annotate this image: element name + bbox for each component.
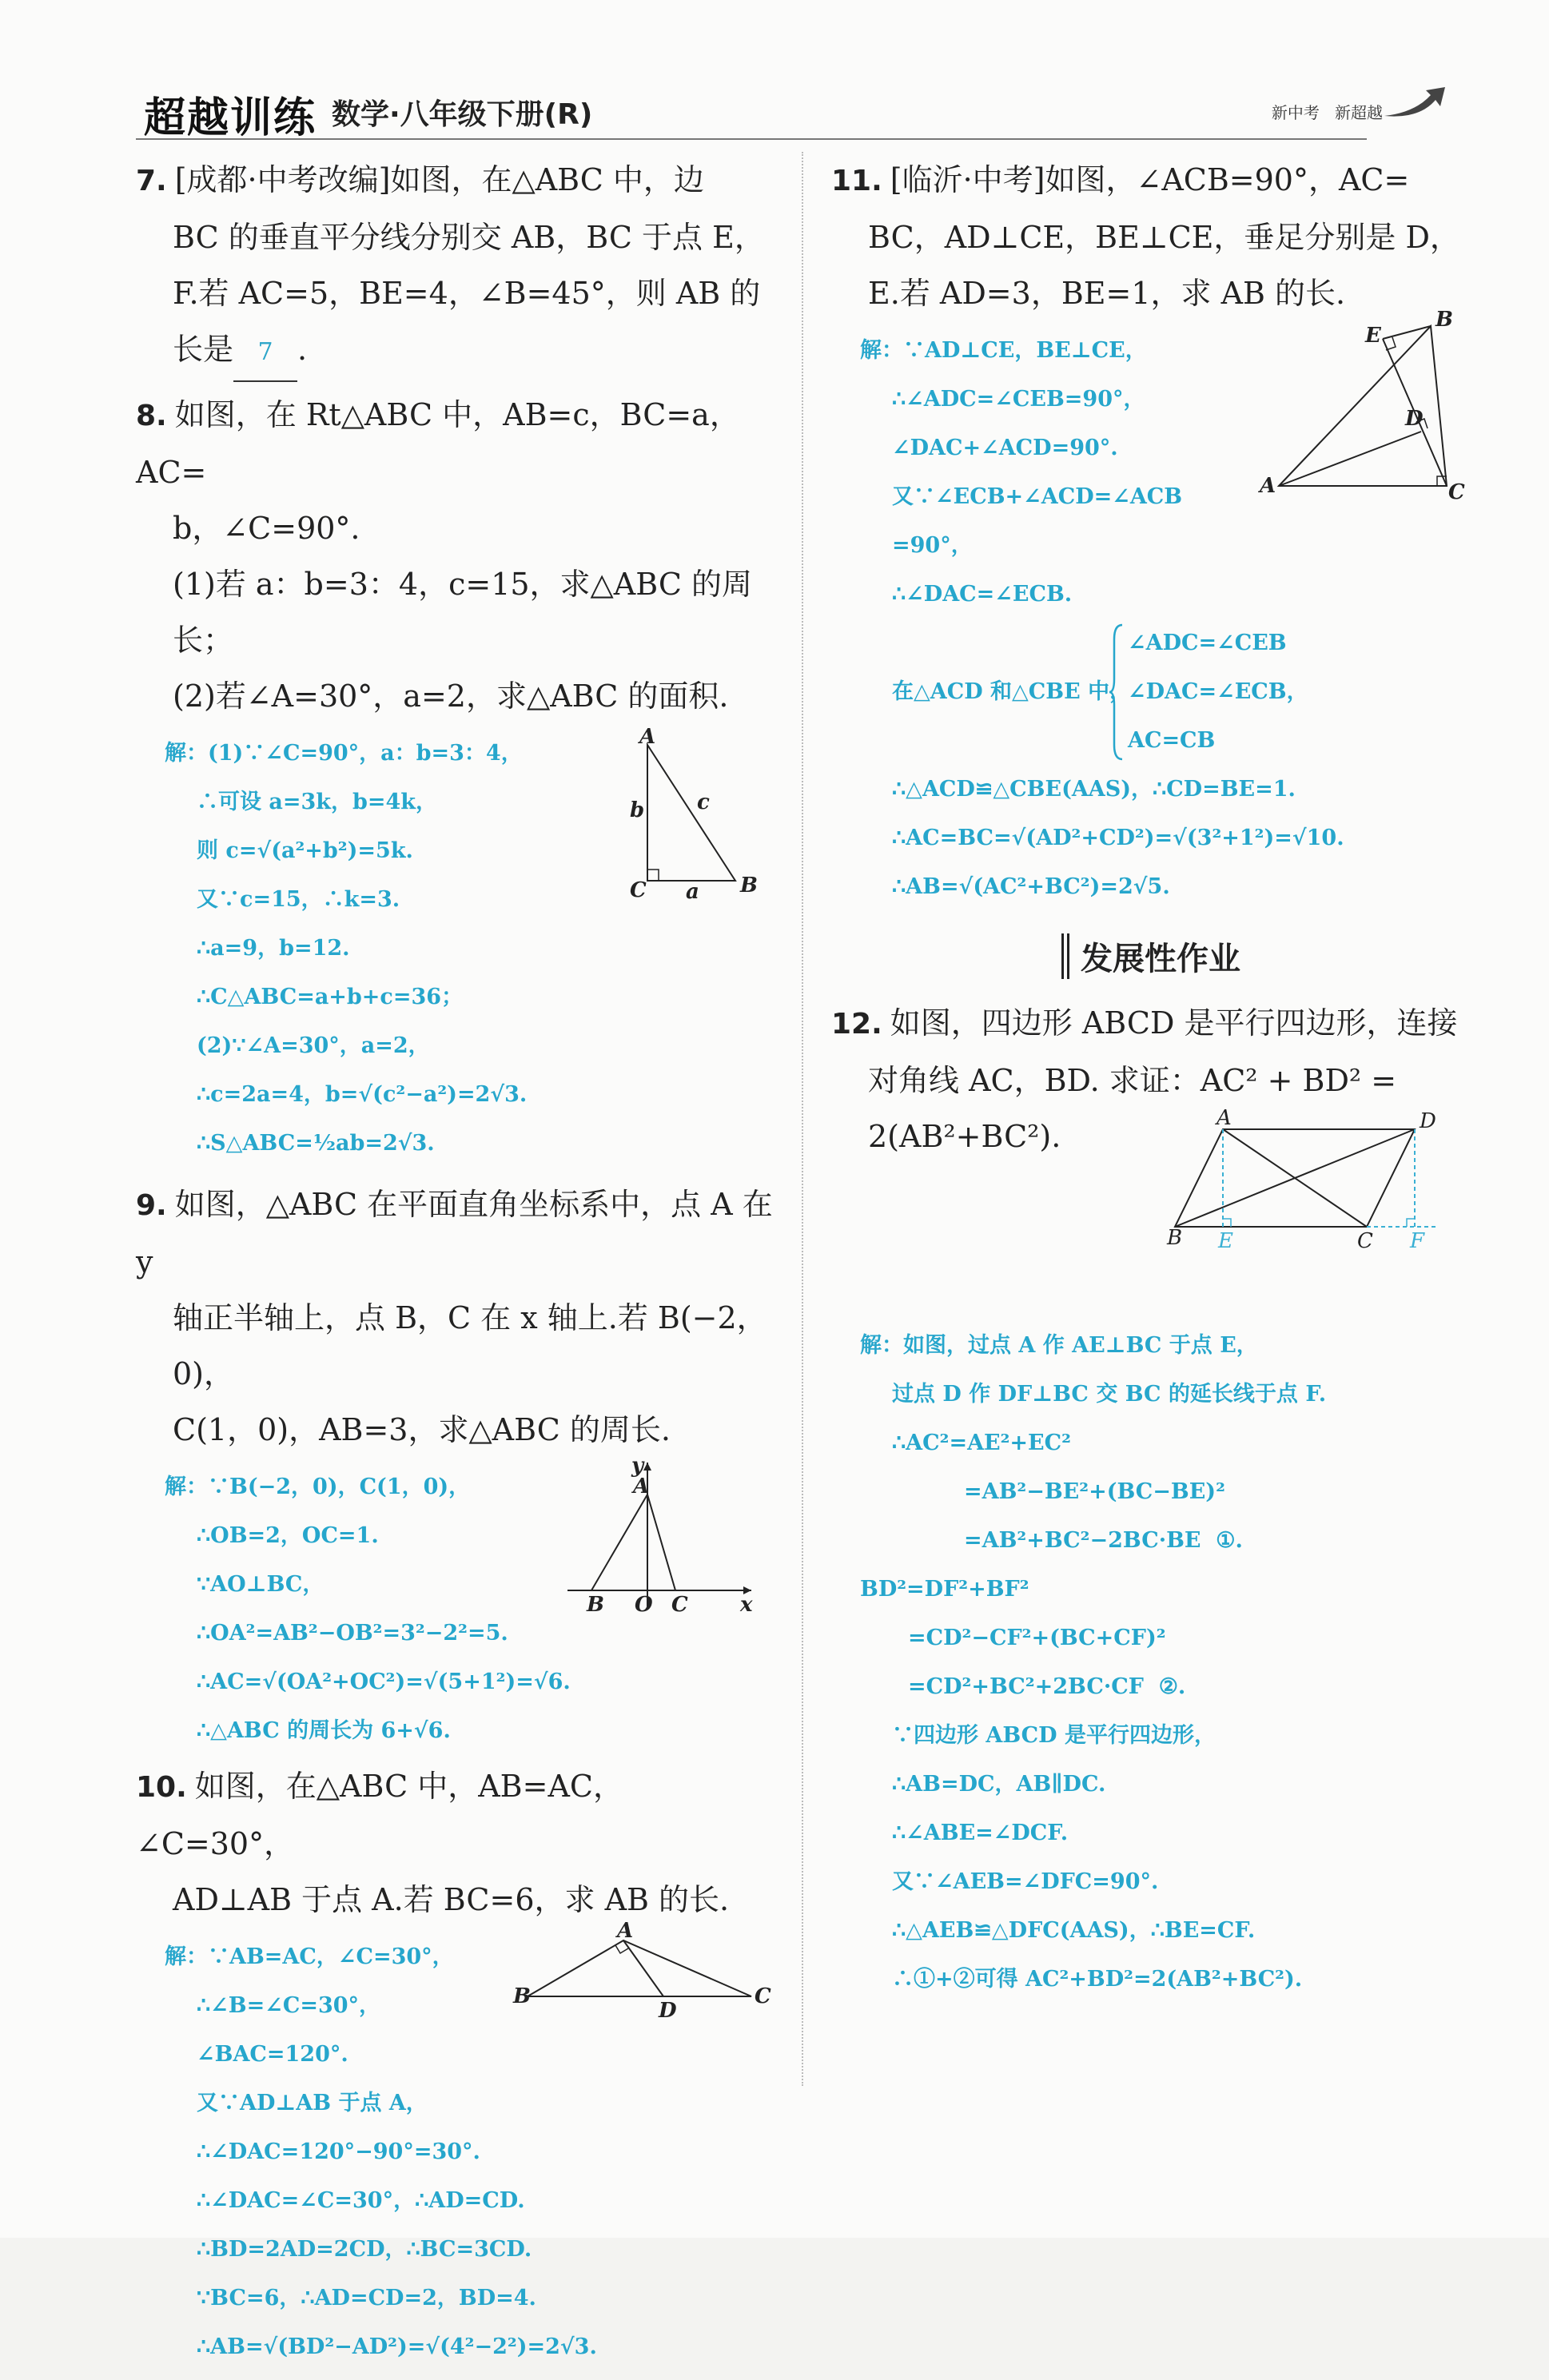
question-text: 如图，△ABC 在平面直角坐标系中，点 A 在 y (136, 1187, 773, 1280)
label-C: C (630, 878, 647, 902)
solution-line: =CD²−CF²+(BC+CF)² (908, 1626, 1166, 1650)
label-D: D (1420, 1109, 1436, 1133)
solution-8 (136, 725, 775, 1176)
question-number: 10. (136, 1771, 187, 1804)
solution-line: 又∵c=15，∴k=3. (197, 887, 400, 912)
question-9 (136, 1176, 775, 1458)
label-C: C (1357, 1229, 1373, 1253)
solution-12 (831, 1321, 1471, 2004)
solution-line: ∴AB=√(BD²−AD²)=√(4²−2²)=2√3. (197, 2334, 597, 2359)
label-B: B (587, 1593, 604, 1617)
tag-new-exam: 新中考 (1271, 103, 1320, 122)
label-F: F (1410, 1229, 1425, 1253)
question-text: [成都·中考改编]如图，在△ABC 中，边 (174, 162, 704, 197)
question-number: 12. (831, 1008, 882, 1041)
header-tags (1272, 100, 1383, 123)
label-O: O (635, 1593, 653, 1617)
question-text: 如图，在△ABC 中，AB=AC，∠C=30°， (136, 1769, 623, 1861)
solution-line: 又∵∠ECB+∠ACD=∠ACB (892, 484, 1183, 509)
question-text: (1)若 a：b=3：4，c=15，求△ABC 的周长； (173, 567, 753, 658)
figure-right-angle-triangle (1255, 310, 1463, 502)
question-number: 11. (831, 165, 882, 197)
question-10 (136, 1758, 775, 1928)
tag-new-beyond: 新超越 (1335, 103, 1383, 122)
right-column (831, 152, 1471, 2004)
label-B: B (1167, 1226, 1183, 1250)
page-header (136, 76, 1447, 148)
label-C: C (755, 1984, 771, 2008)
solution-10 (136, 1919, 775, 2380)
solution-line: ∵四边形 ABCD 是平行四边形， (892, 1723, 1216, 1748)
solution-line: 又∵∠AEB=∠DFC=90°. (892, 1869, 1159, 1894)
arrow-logo-icon (1383, 84, 1447, 124)
label-A: A (617, 1919, 634, 1943)
solution-line: ∴a=9，b=12. (197, 936, 350, 961)
solution-line: 解：如图，过点 A 作 AE⊥BC 于点 E， (860, 1333, 1258, 1358)
solution-line: ∴c=2a=4，b=√(c²−a²)=2√3. (197, 1082, 528, 1107)
solution-line: ∴C△ABC=a+b+c=36； (197, 985, 464, 1009)
label-B: B (740, 874, 758, 897)
question-text: 对角线 AC，BD. 求证：AC² + BD² = (868, 1063, 1397, 1098)
label-a: a (686, 880, 699, 904)
label-E: E (1365, 324, 1381, 348)
solution-line: ∴AC=√(OA²+OC²)=√(5+1²)=√6. (197, 1670, 571, 1694)
solution-line: 过点 D 作 DF⊥BC 交 BC 的延长线于点 F. (892, 1382, 1327, 1407)
left-brace-icon (1108, 623, 1124, 761)
question-text: . (297, 332, 308, 367)
label-A: A (1260, 474, 1276, 498)
solution-line: ∴OA²=AB²−OB²=3²−2²=5. (197, 1621, 508, 1646)
question-text: 如图，在 Rt△ABC 中，AB=c，BC=a，AC= (136, 397, 740, 490)
question-12 (831, 995, 1471, 1253)
label-b: b (630, 798, 645, 822)
question-text: 轴正半轴上，点 B，C 在 x 轴上.若 B(−2，0)， (173, 1300, 767, 1391)
solution-line: ∴①+②可得 AC²+BD²=2(AB²+BC²). (892, 1967, 1303, 1992)
label-x: x (740, 1593, 753, 1617)
solution-line: ∴AC=BC=√(AD²+CD²)=√(3²+1²)=√10. (892, 826, 1344, 850)
solution-line: ∴OB=2，OC=1. (197, 1523, 379, 1548)
label-y: y (631, 1454, 644, 1478)
brace-item: AC=CB (1128, 728, 1216, 753)
question-text: b，∠C=90°. (173, 511, 360, 546)
solution-11 (831, 308, 1471, 901)
solution-line: (2)∵∠A=30°，a=2， (197, 1033, 430, 1058)
question-number: 8. (136, 400, 167, 432)
solution-line: 解：∵AD⊥CE，BE⊥CE， (860, 338, 1147, 363)
question-text: 2(AB²+BC²). (868, 1119, 1061, 1154)
label-D: D (659, 1999, 677, 2023)
question-11 (831, 152, 1471, 321)
solution-line: BD²=DF²+BF² (860, 1577, 1029, 1602)
solution-line: =90°， (892, 533, 973, 558)
label-A: A (633, 1475, 650, 1498)
label-A: A (639, 725, 656, 749)
solution-line: ∴△ABC 的周长为 6+√6. (197, 1718, 451, 1743)
question-7 (136, 152, 775, 382)
solution-line: ∴∠DAC=∠C=30°，∴AD=CD. (197, 2188, 525, 2213)
label-B: B (1436, 308, 1453, 332)
label-C: C (1448, 480, 1465, 504)
label-E: E (1218, 1229, 1233, 1253)
brand-title: 超越训练 (144, 94, 317, 142)
solution-line: ∠BAC=120°. (197, 2042, 348, 2067)
question-number: 9. (136, 1189, 167, 1222)
solution-line: ∴∠ABE=∠DCF. (892, 1821, 1069, 1845)
solution-line: ∴△ACD≌△CBE(AAS)，∴CD=BE=1. (892, 777, 1296, 802)
question-text: [临沂·中考]如图，∠ACB=90°，AC= (890, 162, 1410, 197)
solution-line: ∴S△ABC=½ab=2√3. (197, 1131, 435, 1156)
solution-line: ∵BC=6，∴AD=CD=2，BD=4. (197, 2286, 536, 2310)
left-column (136, 152, 775, 2380)
solution-line: ∴AC²=AE²+EC² (892, 1431, 1071, 1455)
label-B: B (513, 1984, 531, 2008)
section-title: 发展性作业 (1061, 933, 1240, 979)
solution-line: 解：∵AB=AC，∠C=30°， (165, 1944, 454, 1969)
figure-parallelogram (1167, 1107, 1471, 1251)
solution-line: ∵AO⊥BC， (197, 1572, 325, 1597)
brace-item: ∠DAC=∠ECB， (1128, 679, 1308, 704)
solution-line: ∴BD=2AD=2CD，∴BC=3CD. (197, 2237, 532, 2262)
question-text: C(1，0)，AB=3，求△ABC 的周长. (173, 1412, 671, 1447)
solution-line: 解：(1)∵∠C=90°，a：b=3：4， (165, 741, 523, 766)
question-text: AD⊥AB 于点 A.若 BC=6，求 AB 的长. (173, 1882, 730, 1917)
solution-line: ∠DAC+∠ACD=90°. (892, 436, 1118, 460)
brace-condition-block (860, 619, 1471, 765)
question-number: 7. (136, 165, 167, 197)
question-8 (136, 387, 775, 724)
solution-line: =AB²−BE²+(BC−BE)² (964, 1479, 1225, 1504)
question-text: BC 的垂直平分线分别交 AB，BC 于点 E， (173, 220, 765, 255)
solution-line: ∴可设 a=3k，b=4k， (197, 790, 438, 814)
solution-line: ∴∠B=∠C=30°， (197, 1993, 381, 2018)
question-text: 长是 (173, 332, 234, 367)
label-A: A (1217, 1106, 1232, 1130)
brace-item: ∠ADC=∠CEB (1128, 631, 1287, 655)
header-rule (136, 138, 1367, 140)
solution-line: =AB²+BC²−2BC·BE ①. (964, 1528, 1243, 1553)
figure-coordinate-triangle (559, 1454, 759, 1617)
section-heading (831, 933, 1471, 979)
question-text: BC，AD⊥CE，BE⊥CE，垂足分别是 D， (868, 220, 1460, 255)
solution-line: ∴∠ADC=∠CEB=90°， (892, 387, 1145, 412)
question-text: E.若 AD=3，BE=1，求 AB 的长. (868, 276, 1346, 311)
solution-line: =CD²+BC²+2BC·CF ②. (908, 1674, 1186, 1699)
solution-line: ∴∠DAC=120°−90°=30°. (197, 2139, 480, 2164)
solution-line: ∴△AEB≌△DFC(AAS)，∴BE=CF. (892, 1918, 1256, 1943)
figure-isosceles-triangle (512, 1919, 771, 2028)
label-c: c (697, 790, 710, 814)
answer-blank: 7 (233, 324, 297, 382)
label-D: D (1405, 407, 1424, 431)
figure-right-triangle (607, 725, 767, 913)
solution-line: ∴∠DAC=∠ECB. (892, 582, 1073, 607)
solution-line: 则 c=√(a²+b²)=5k. (197, 838, 413, 863)
solution-line: 又∵AD⊥AB 于点 A， (197, 2091, 428, 2115)
solution-9 (136, 1454, 775, 1758)
column-divider (802, 152, 803, 2086)
question-text: (2)若∠A=30°，a=2，求△ABC 的面积. (173, 679, 729, 714)
question-text: F.若 AC=5，BE=4，∠B=45°，则 AB 的 (173, 276, 761, 311)
solution-line: ∴AB=DC，AB∥DC. (892, 1772, 1106, 1797)
label-C: C (671, 1593, 688, 1617)
subject-title: 数学·八年级下册(R) (332, 98, 593, 131)
question-text: 如图，四边形 ABCD 是平行四边形，连接 (890, 1005, 1458, 1041)
solution-line: 解：∵B(−2，0)，C(1，0)， (165, 1475, 471, 1499)
solution-line: ∴AB=√(AC²+BC²)=2√5. (892, 874, 1170, 899)
brace-intro: 在△ACD 和△CBE 中， (892, 679, 1132, 704)
